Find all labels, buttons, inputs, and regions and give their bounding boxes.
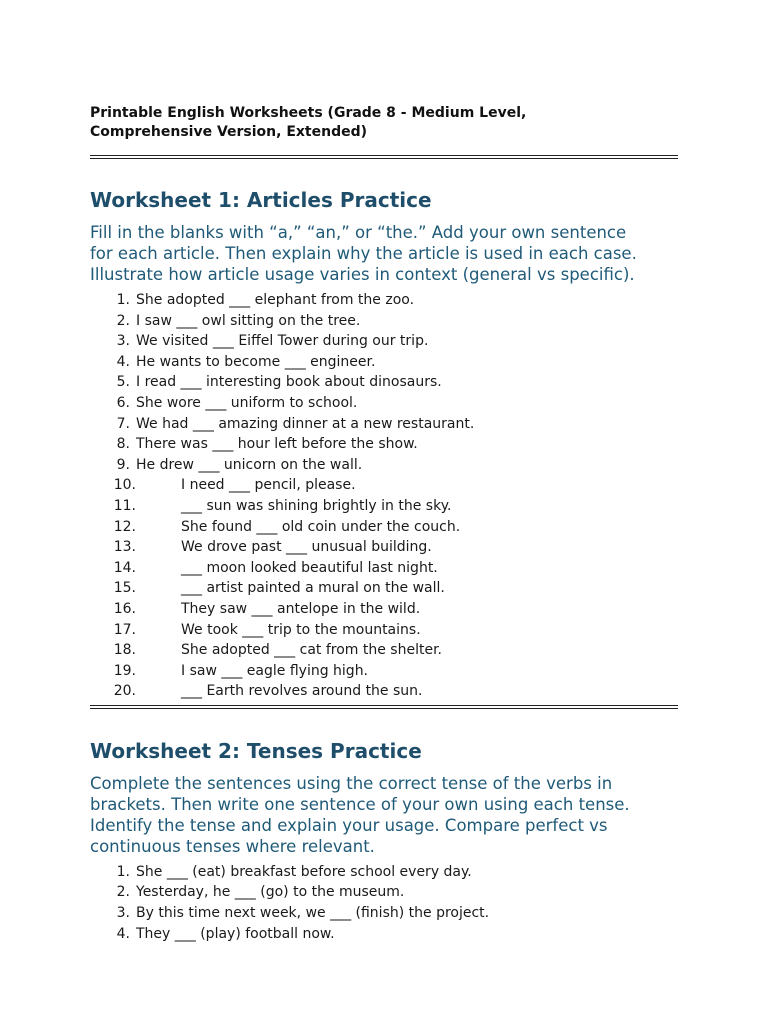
worksheet-page [90, 104, 678, 944]
question-text: There was ___ hour left before the show. [136, 436, 418, 453]
question-number: 7. [116, 415, 130, 432]
question-item [90, 620, 678, 641]
question-number: 4. [116, 353, 130, 370]
instruction-line: for each article. Then explain why the article is used in each case. [90, 244, 637, 263]
question-item [90, 661, 678, 682]
question-number: 5. [116, 374, 130, 391]
instruction-line: Identify the tense and explain your usage. Compare perfect vs [90, 815, 608, 835]
question-item [90, 393, 678, 414]
worksheet-2-question-list [90, 862, 678, 944]
question-number: 17. [113, 621, 136, 638]
question-item [90, 331, 678, 352]
question-item [90, 517, 678, 538]
divider [90, 155, 678, 159]
question-item [90, 599, 678, 620]
question-number: 3. [116, 905, 130, 922]
question-item [90, 558, 678, 579]
question-number: 4. [116, 925, 130, 942]
question-text: Yesterday, he ___ (go) to the museum. [136, 884, 405, 901]
question-item [90, 882, 678, 903]
question-item [90, 537, 678, 558]
question-number: 2. [116, 312, 130, 329]
document-title [90, 104, 678, 142]
question-text: They saw ___ antelope in the wild. [181, 600, 421, 617]
question-text: ___ moon looked beautiful last night. [181, 559, 438, 576]
instruction-line: Fill in the blanks with “a,” “an,” or “the.” Add your own sentence [90, 223, 627, 242]
question-number: 12. [113, 518, 136, 535]
question-item [90, 414, 678, 435]
question-number: 8. [116, 436, 130, 453]
question-number: 1. [116, 863, 130, 880]
question-text: She found ___ old coin under the couch. [181, 518, 461, 535]
question-text: She ___ (eat) breakfast before school every day. [136, 863, 472, 880]
worksheet-2-heading: Worksheet 2: Tenses Practice [90, 738, 422, 763]
question-item [90, 434, 678, 455]
question-item [90, 681, 678, 702]
question-number: 13. [113, 539, 136, 556]
instruction-line: brackets. Then write one sentence of your own using each tense. [90, 794, 630, 814]
question-text: She adopted ___ elephant from the zoo. [136, 292, 415, 308]
question-item [90, 352, 678, 373]
worksheet-2-instructions [90, 773, 678, 857]
question-item [90, 372, 678, 393]
question-text: We drove past ___ unusual building. [181, 539, 432, 556]
question-text: I read ___ interesting book about dinosaurs. [136, 374, 442, 391]
question-number: 20. [113, 683, 136, 700]
question-text: ___ artist painted a mural on the wall. [181, 580, 445, 597]
question-item [90, 862, 678, 883]
question-text: ___ Earth revolves around the sun. [181, 683, 423, 700]
question-number: 9. [116, 456, 130, 473]
worksheet-1-question-list [90, 290, 678, 702]
question-text: ___ sun was shining brightly in the sky. [181, 497, 452, 514]
worksheet-1-heading: Worksheet 1: Articles Practice [90, 188, 432, 212]
question-number: 18. [113, 642, 136, 659]
question-text: She adopted ___ cat from the shelter. [181, 642, 442, 659]
document-title-line: Comprehensive Version, Extended) [90, 124, 368, 140]
document-title-line: Printable English Worksheets (Grade 8 - Medium Level, [90, 105, 527, 121]
question-item [90, 578, 678, 599]
question-item [90, 924, 678, 945]
question-item [90, 455, 678, 476]
question-number: 15. [113, 580, 136, 597]
question-text: I saw ___ eagle flying high. [181, 662, 369, 679]
question-number: 3. [116, 333, 130, 350]
instruction-line: continuous tenses where relevant. [90, 836, 375, 856]
question-text: We took ___ trip to the mountains. [181, 621, 421, 638]
worksheet-1-instructions [90, 222, 678, 285]
question-text: She wore ___ uniform to school. [136, 394, 358, 411]
instruction-line: Illustrate how article usage varies in context (general vs specific). [90, 265, 635, 284]
question-number: 14. [113, 559, 136, 576]
question-number: 2. [116, 884, 130, 901]
question-text: He drew ___ unicorn on the wall. [136, 456, 363, 473]
question-item [90, 640, 678, 661]
question-item [90, 903, 678, 924]
instruction-line: Complete the sentences using the correct tense of the verbs in [90, 773, 613, 793]
question-number: 16. [113, 600, 136, 617]
question-text: I saw ___ owl sitting on the tree. [136, 312, 361, 329]
question-text: We had ___ amazing dinner at a new restaurant. [136, 415, 475, 432]
question-text: We visited ___ Eiffel Tower during our trip. [136, 333, 429, 350]
question-number: 1. [116, 292, 130, 308]
question-number: 19. [113, 662, 136, 679]
question-number: 10. [113, 477, 136, 494]
question-item [90, 311, 678, 332]
question-text: By this time next week, we ___ (finish) the project. [136, 905, 490, 922]
question-item [90, 475, 678, 496]
question-number: 6. [116, 394, 130, 411]
divider [90, 705, 678, 709]
question-item [90, 496, 678, 517]
question-text: They ___ (play) football now. [136, 925, 335, 942]
question-text: He wants to become ___ engineer. [136, 353, 376, 370]
question-number: 11. [113, 497, 136, 514]
question-item [90, 290, 678, 311]
question-text: I need ___ pencil, please. [181, 477, 356, 494]
